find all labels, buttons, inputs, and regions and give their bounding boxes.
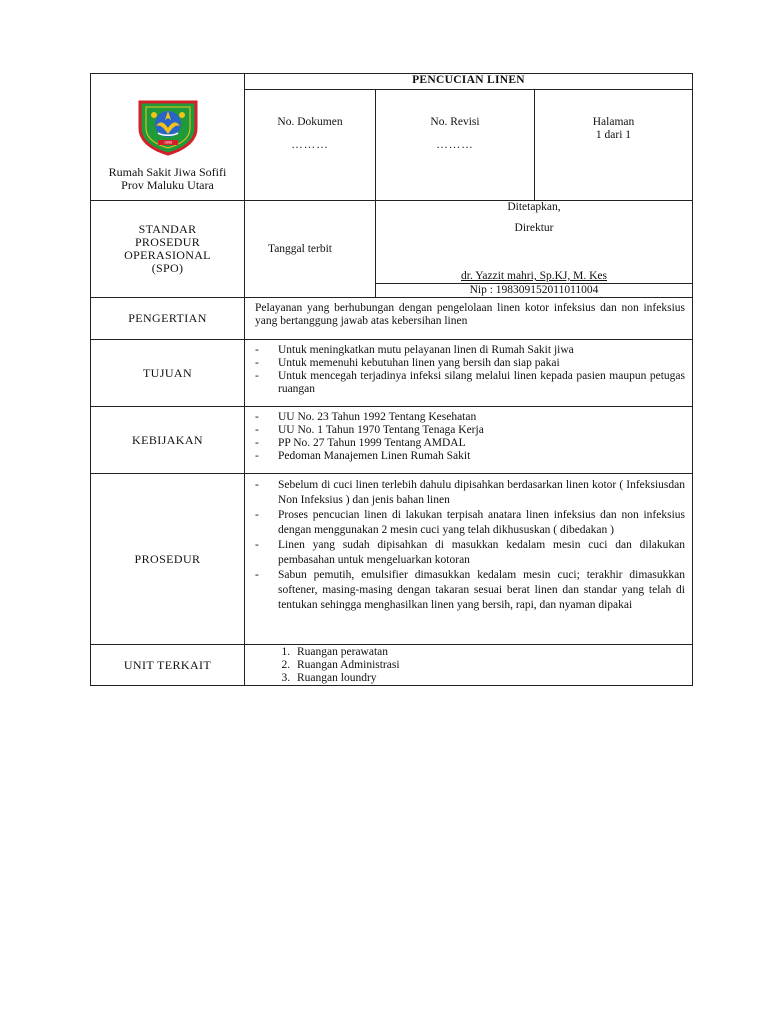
doc-number-cell [245, 89, 376, 200]
doc-number-label: No. Dokumen [277, 115, 343, 128]
page-label: Halaman [592, 115, 635, 128]
hospital-cell [91, 74, 245, 201]
list-item: - Untuk memenuhi kebutuhan linen yang bersih dan siap pakai [255, 357, 685, 370]
unit-terkait-label: UNIT TERKAIT [91, 645, 245, 686]
list-item: - UU No. 1 Tahun 1970 Tentang Tenaga Kerja [255, 424, 685, 437]
list-item: - Proses pencucian linen di lakukan terpisah anatara linen infeksius dan non infeksius dengan menggunakan 2 mesin cuci yang telah dikhususkan ( dibedakan ) [255, 508, 685, 538]
doc-number-value: ……… [291, 138, 329, 151]
ditetapkan-text: Ditetapkan, [507, 201, 561, 213]
direktur-title: Direktur [514, 222, 554, 234]
prosedur-content [245, 474, 693, 645]
spo-label-line: PROSEDUR [134, 235, 201, 249]
list-item: - PP No. 27 Tahun 1999 Tentang AMDAL [255, 437, 685, 450]
list-item: - Untuk mencegah terjadinya infeksi silang melalui linen kepada pasien maupun petugas ruangan [255, 370, 685, 396]
director-nip: Nip : 198309152011011004 [376, 283, 692, 297]
prosedur-label: PROSEDUR [91, 474, 245, 645]
list-item: 2. Ruangan Administrasi [293, 659, 685, 672]
list-item: - Linen yang sudah dipisahkan di masukkan kedalam mesin cuci dan dilakukan pembasahan untuk mengeluarkan kotoran [255, 538, 685, 568]
tujuan-content [245, 340, 693, 407]
kebijakan-label: KEBIJAKAN [91, 407, 245, 474]
spo-table [90, 73, 693, 686]
hospital-logo-icon [134, 98, 202, 156]
revision-cell [376, 89, 535, 200]
director-name: dr. Yazzit mahri, Sp.KJ, M. Kes [461, 270, 607, 282]
spo-label-cell [91, 201, 245, 298]
logo-year: 1999 [163, 140, 172, 145]
hospital-name-line2: Prov Maluku Utara [121, 178, 214, 192]
pengertian-text: Pelayanan yang berhubungan dengan pengelolaan linen kotor infeksius dan non infeksius yang bertanggung jawab atas kebersihan linen [245, 298, 693, 340]
list-item: 3. Ruangan loundry [293, 672, 685, 685]
document-title: PENCUCIAN LINEN [245, 74, 693, 90]
page-cell [535, 89, 693, 200]
approval-cell [376, 201, 693, 298]
spo-label-line: STANDAR [138, 222, 197, 236]
hospital-name-line1: Rumah Sakit Jiwa Sofifi [108, 165, 227, 179]
list-item: - UU No. 23 Tahun 1992 Tentang Kesehatan [255, 411, 685, 424]
revision-label: No. Revisi [430, 115, 480, 128]
list-item: - Pedoman Manajemen Linen Rumah Sakit [255, 450, 685, 463]
spo-label-line: (SPO) [151, 261, 184, 275]
page-value: 1 dari 1 [595, 128, 632, 141]
list-item: - Untuk meningkatkan mutu pelayanan linen di Rumah Sakit jiwa [255, 344, 685, 357]
revision-value: ……… [436, 138, 474, 151]
list-item: - Sabun pemutih, emulsifier dimasukkan kedalam mesin cuci; terakhir dimasukkan softener, masing-masing dengan takaran sesuai berat linen dan standar yang telah di tentukan sehingga menghasilkan linen yang bersih, rapi, dan nyaman dipakai [255, 568, 685, 613]
list-item: 1. Ruangan perawatan [293, 646, 685, 659]
tujuan-label: TUJUAN [91, 340, 245, 407]
unit-terkait-content [245, 645, 693, 686]
tanggal-terbit-label: Tanggal terbit [245, 201, 376, 298]
spo-label-line: OPERASIONAL [124, 248, 211, 262]
list-item: - Sebelum di cuci linen terlebih dahulu dipisahkan berdasarkan linen kotor ( Infeksiusdan Non Infeksius ) dan jenis bahan linen [255, 478, 685, 508]
kebijakan-content [245, 407, 693, 474]
pengertian-label: PENGERTIAN [91, 298, 245, 340]
